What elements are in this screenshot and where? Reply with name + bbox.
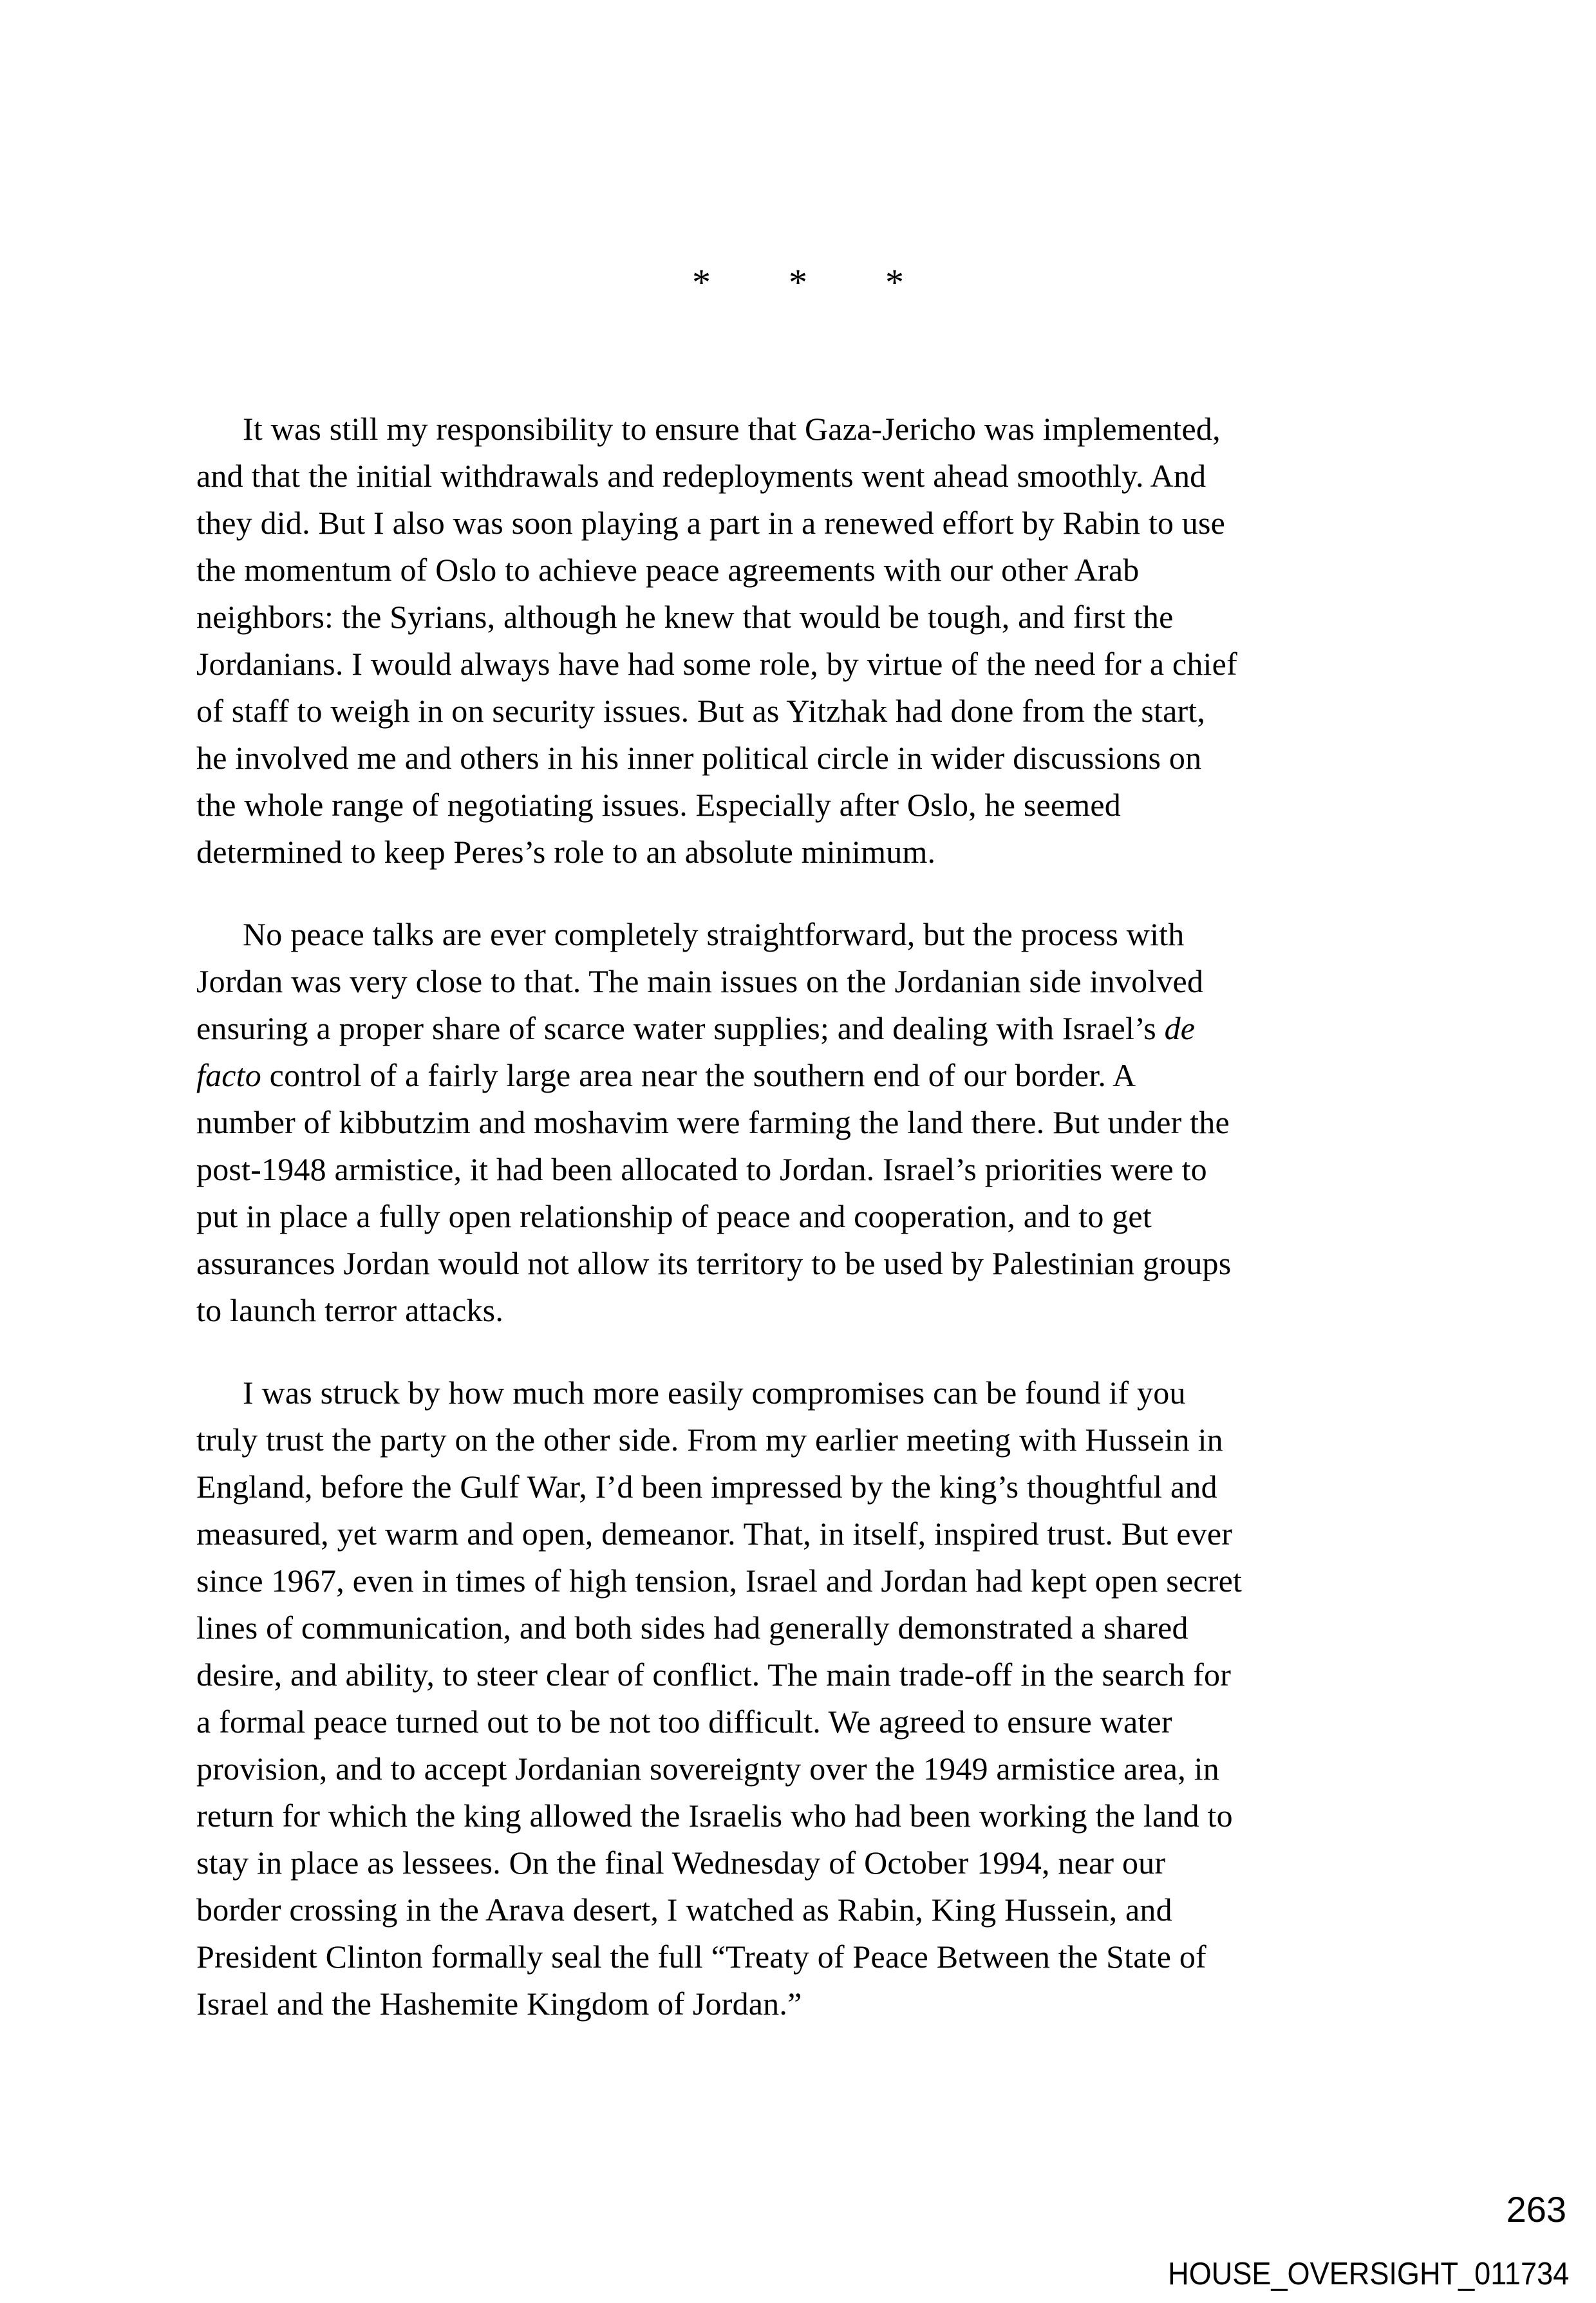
- text-line: [196, 453, 1442, 500]
- text-line: [196, 547, 1442, 594]
- text-segment: measured, yet warm and open, demeanor. That, in itself, inspired trust. But ever: [196, 1516, 1233, 1552]
- text-line: [196, 1193, 1442, 1240]
- paragraph: [196, 1369, 1442, 2027]
- text-segment: they did. But I also was soon playing a part in a renewed effort by Rabin to use: [196, 505, 1226, 541]
- text-line: [196, 829, 1442, 876]
- asterisk: *: [692, 261, 711, 303]
- text-segment: England, before the Gulf War, I’d been impressed by the king’s thoughtful and: [196, 1469, 1217, 1505]
- text-segment: return for which the king allowed the Israelis who had been working the land to: [196, 1798, 1233, 1834]
- text-line: [196, 1557, 1442, 1604]
- text-segment: No peace talks are ever completely straightforward, but the process with: [243, 916, 1185, 952]
- asterisk: *: [789, 261, 807, 303]
- text-line: [196, 1099, 1442, 1146]
- page-number: 263: [1506, 2189, 1566, 2230]
- text-line: [196, 1886, 1442, 1933]
- text-segment: President Clinton formally seal the full “Treaty of Peace Between the State of: [196, 1939, 1206, 1975]
- text-line: [196, 1287, 1442, 1334]
- text-line: [196, 782, 1442, 829]
- paragraph: [196, 406, 1442, 876]
- text-line: [196, 1416, 1442, 1463]
- italic-text-segment: facto: [196, 1057, 261, 1093]
- text-line: [196, 1980, 1442, 2027]
- text-line: [196, 1839, 1442, 1886]
- text-segment: neighbors: the Syrians, although he knew that would be tough, and first the: [196, 599, 1174, 635]
- text-segment: provision, and to accept Jordanian sovereignty over the 1949 armistice area, in: [196, 1751, 1219, 1787]
- text-segment: to launch terror attacks.: [196, 1292, 504, 1328]
- text-segment: post-1948 armistice, it had been allocated to Jordan. Israel’s priorities were to: [196, 1151, 1207, 1187]
- text-line: [196, 406, 1442, 453]
- text-segment: of staff to weigh in on security issues. But as Yitzhak had done from the start,: [196, 693, 1206, 729]
- text-line: [196, 735, 1442, 782]
- text-line: [196, 1240, 1442, 1287]
- text-segment: I was struck by how much more easily compromises can be found if you: [243, 1375, 1186, 1411]
- bates-stamp: HOUSE_OVERSIGHT_011734: [1167, 2257, 1569, 2291]
- body-text: [196, 406, 1442, 2063]
- text-line: [196, 500, 1442, 547]
- text-segment: lines of communication, and both sides had generally demonstrated a shared: [196, 1610, 1188, 1646]
- text-line: [196, 641, 1442, 688]
- text-line: [196, 1604, 1442, 1651]
- text-segment: determined to keep Peres’s role to an absolute minimum.: [196, 834, 936, 870]
- text-segment: the whole range of negotiating issues. Especially after Oslo, he seemed: [196, 787, 1121, 823]
- text-segment: a formal peace turned out to be not too difficult. We agreed to ensure water: [196, 1704, 1172, 1740]
- text-segment: stay in place as lessees. On the final Wednesday of October 1994, near our: [196, 1845, 1166, 1881]
- text-segment: the momentum of Oslo to achieve peace agreements with our other Arab: [196, 552, 1140, 588]
- text-segment: ensuring a proper share of scarce water supplies; and dealing with Israel’s: [196, 1010, 1165, 1046]
- text-line: [196, 594, 1442, 641]
- text-line: [196, 1510, 1442, 1557]
- text-line: [196, 1369, 1442, 1416]
- text-segment: assurances Jordan would not allow its territory to be used by Palestinian groups: [196, 1245, 1232, 1281]
- text-segment: put in place a fully open relationship of peace and cooperation, and to get: [196, 1198, 1152, 1234]
- text-segment: number of kibbutzim and moshavim were farming the land there. But under the: [196, 1104, 1230, 1140]
- text-segment: Israel and the Hashemite Kingdom of Jordan.”: [196, 1986, 802, 2022]
- text-segment: Jordanians. I would always have had some role, by virtue of the need for a chief: [196, 646, 1237, 682]
- text-line: [196, 1698, 1442, 1745]
- text-line: [196, 1463, 1442, 1510]
- text-line: [196, 1745, 1442, 1792]
- text-segment: It was still my responsibility to ensure that Gaza-Jericho was implemented,: [243, 411, 1221, 447]
- text-segment: control of a fairly large area near the southern end of our border. A: [261, 1057, 1136, 1093]
- text-line: [196, 1052, 1442, 1099]
- text-segment: truly trust the party on the other side. From my earlier meeting with Hussein in: [196, 1422, 1223, 1458]
- paragraph: [196, 911, 1442, 1334]
- text-segment: and that the initial withdrawals and redeployments went ahead smoothly. And: [196, 458, 1206, 494]
- text-line: [196, 1651, 1442, 1698]
- text-line: [196, 688, 1442, 735]
- text-segment: he involved me and others in his inner political circle in wider discussions on: [196, 740, 1202, 776]
- text-segment: since 1967, even in times of high tension, Israel and Jordan had kept open secret: [196, 1563, 1243, 1599]
- text-line: [196, 1933, 1442, 1980]
- text-line: [196, 911, 1442, 958]
- text-line: [196, 1792, 1442, 1839]
- text-segment: Jordan was very close to that. The main issues on the Jordanian side involved: [196, 963, 1204, 999]
- text-segment: border crossing in the Arava desert, I watched as Rabin, King Hussein, and: [196, 1892, 1172, 1928]
- section-break: [0, 261, 1596, 303]
- text-line: [196, 958, 1442, 1005]
- text-line: [196, 1005, 1442, 1052]
- text-segment: desire, and ability, to steer clear of conflict. The main trade-off in the search for: [196, 1657, 1232, 1693]
- text-line: [196, 1146, 1442, 1193]
- asterisk: *: [885, 261, 904, 303]
- italic-text-segment: de: [1164, 1010, 1196, 1046]
